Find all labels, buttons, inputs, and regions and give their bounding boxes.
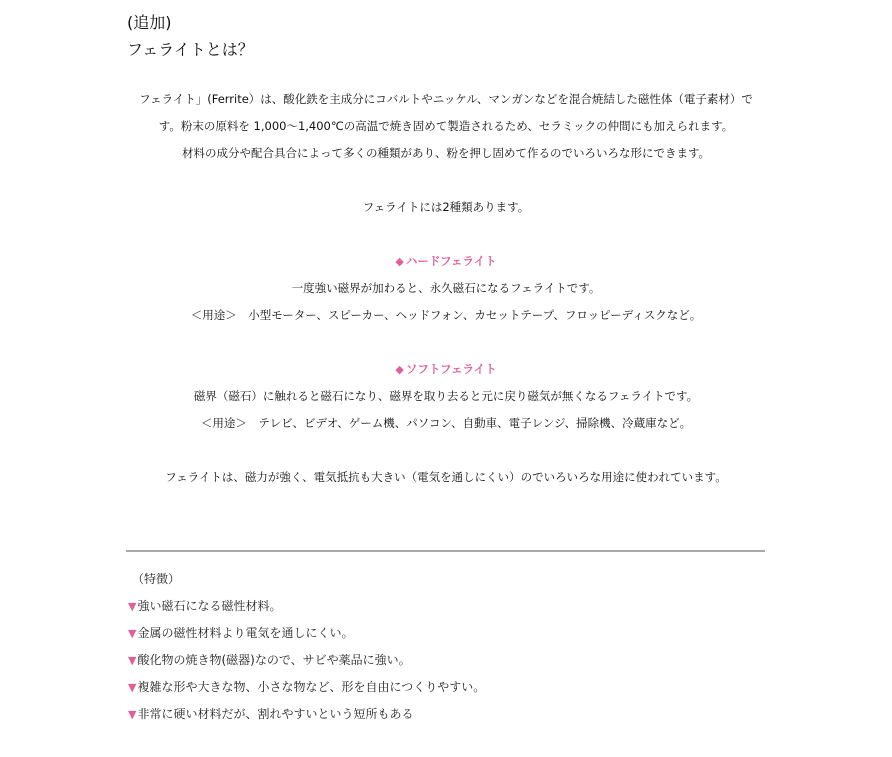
triangle-down-icon: ▼: [128, 681, 137, 694]
feature-text: 酸化物の焼き物(磁器)なので、サビや薬品に強い。: [137, 653, 411, 667]
closing-section: [40, 464, 852, 491]
triangle-down-icon: ▼: [128, 654, 137, 667]
hard-ferrite-desc: 一度強い磁界が加わると、永久磁石になるフェライトです。: [291, 281, 601, 295]
list-item: [128, 676, 485, 703]
features-list: [128, 568, 485, 730]
heading-block: [127, 12, 254, 61]
list-item: [128, 622, 485, 649]
feature-text: 強い磁石になる磁性材料。: [137, 599, 282, 613]
types-line: フェライトには2種類あります。: [362, 200, 530, 214]
page-title: フェライトとは？: [127, 40, 254, 59]
closing-line: フェライトは、磁力が強く、電気抵抗も大きい（電気を通しにくい）のでいろいろな用途に使われています。: [165, 470, 727, 484]
hard-ferrite-section: [40, 248, 852, 329]
triangle-down-icon: ▼: [128, 627, 137, 640]
feature-text: 非常に硬い材料だが、割れやすいという短所もある: [137, 707, 414, 721]
heading-addition: (追加): [127, 13, 172, 32]
intro-line-2: す。粉末の原料を 1,000〜1,400℃の高温で焼き固めて製造されるため、セラミックの仲間にも加えられます。: [158, 119, 734, 133]
diamond-icon: ◆: [395, 363, 404, 376]
list-item: [128, 649, 485, 676]
soft-ferrite-desc: 磁界（磁石）に触れると磁石になり、磁界を取り去ると元に戻り磁気が無くなるフェライトです。: [193, 389, 699, 403]
list-item: [128, 595, 485, 622]
list-item: [128, 703, 485, 730]
section-divider: [126, 550, 765, 552]
types-section: [40, 194, 852, 221]
triangle-down-icon: ▼: [128, 708, 137, 721]
diamond-icon: ◆: [395, 255, 404, 268]
feature-text: 複雑な形や大きな物、小さな物など、形を自由につくりやすい。: [137, 680, 486, 694]
intro-section: [40, 86, 852, 167]
soft-ferrite-heading: [40, 356, 852, 383]
soft-ferrite-title: ソフトフェライト: [405, 362, 497, 376]
soft-ferrite-section: [40, 356, 852, 437]
triangle-down-icon: ▼: [128, 600, 137, 613]
features-title: （特徴）: [132, 572, 181, 586]
intro-line-3: 材料の成分や配合具合によって多くの種類があり、粉を押し固めて作るのでいろいろな形にできます。: [181, 146, 711, 160]
hard-ferrite-uses: ＜用途＞ 小型モーター、スピーカー、ヘッドフォン、カセットテープ、フロッピーディスクなど。: [190, 308, 702, 322]
soft-ferrite-uses: ＜用途＞ テレビ、ビデオ、ゲーム機、パソコン、自動車、電子レンジ、掃除機、冷蔵庫など。: [200, 416, 692, 430]
hard-ferrite-heading: [40, 248, 852, 275]
intro-line-1: フェライト」(Ferrite）は、酸化鉄を主成分にコバルトやニッケル、マンガンなどを混合焼結した磁性体（電子素材）で: [139, 92, 753, 106]
feature-text: 金属の磁性材料より電気を通しにくい。: [137, 626, 354, 640]
hard-ferrite-title: ハードフェライト: [405, 254, 497, 268]
